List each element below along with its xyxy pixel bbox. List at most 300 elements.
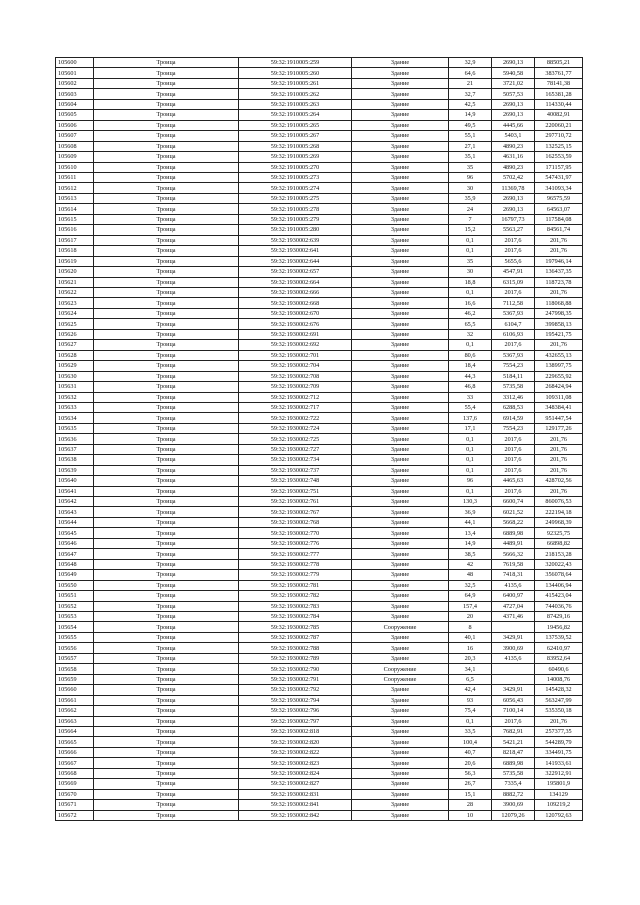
area-cell: 64,9 (449, 591, 492, 601)
object-type-cell: Здание (352, 256, 449, 266)
cadastral-value-cell: 60490,6 (535, 664, 583, 674)
object-type-cell: Здание (352, 371, 449, 381)
settlement-cell: Троица (94, 329, 239, 339)
settlement-cell: Троица (94, 768, 239, 778)
cadastral-value-cell: 197946,14 (535, 256, 583, 266)
table-row (56, 172, 583, 182)
unit-value-cell: 2017,6 (492, 444, 535, 454)
settlement-cell: Троица (94, 89, 239, 99)
record-id-cell: 105658 (56, 664, 94, 674)
object-type-cell: Здание (352, 486, 449, 496)
table-row (56, 423, 583, 433)
unit-value-cell: 6288,53 (492, 402, 535, 412)
unit-value-cell: 8218,47 (492, 747, 535, 757)
record-id-cell: 105667 (56, 758, 94, 768)
record-id-cell: 105623 (56, 298, 94, 308)
cadastral-number-cell: 59:32:1930002:708 (239, 371, 352, 381)
cadastral-number-cell: 59:32:1930002:818 (239, 727, 352, 737)
table-row (56, 632, 583, 642)
area-cell: 16,6 (449, 298, 492, 308)
cadastral-number-cell: 59:32:1930002:666 (239, 287, 352, 297)
area-cell: 30 (449, 267, 492, 277)
cadastral-value-cell: 201,76 (535, 455, 583, 465)
table-row (56, 455, 583, 465)
unit-value-cell: 5668,22 (492, 517, 535, 527)
cadastral-value-cell: 547431,97 (535, 172, 583, 182)
record-id-cell: 105640 (56, 476, 94, 486)
settlement-cell: Троица (94, 444, 239, 454)
record-id-cell: 105657 (56, 653, 94, 663)
settlement-cell: Троица (94, 727, 239, 737)
area-cell: 18,8 (449, 277, 492, 287)
table-row (56, 350, 583, 360)
object-type-cell: Здание (352, 810, 449, 820)
unit-value-cell: 7100,14 (492, 706, 535, 716)
unit-value-cell: 2017,6 (492, 486, 535, 496)
object-type-cell: Здание (352, 727, 449, 737)
object-type-cell: Здание (352, 308, 449, 318)
cadastral-value-cell: 201,76 (535, 444, 583, 454)
cadastral-number-cell: 59:32:1930002:644 (239, 256, 352, 266)
cadastral-number-cell: 59:32:1930002:789 (239, 653, 352, 663)
object-type-cell: Здание (352, 141, 449, 151)
record-id-cell: 105652 (56, 601, 94, 611)
area-cell: 15,2 (449, 225, 492, 235)
object-type-cell: Здание (352, 695, 449, 705)
cadastral-number-cell: 59:32:1930002:823 (239, 758, 352, 768)
object-type-cell: Здание (352, 517, 449, 527)
object-type-cell: Здание (352, 643, 449, 653)
cadastral-number-cell: 59:32:1930002:709 (239, 382, 352, 392)
cadastral-value-cell: 141933,61 (535, 758, 583, 768)
area-cell: 32,5 (449, 580, 492, 590)
cadastral-number-cell: 59:32:1930002:717 (239, 402, 352, 412)
settlement-cell: Троица (94, 99, 239, 109)
unit-value-cell: 4135,6 (492, 653, 535, 663)
object-type-cell: Здание (352, 172, 449, 182)
object-type-cell: Здание (352, 329, 449, 339)
area-cell: 24 (449, 204, 492, 214)
record-id-cell: 105630 (56, 371, 94, 381)
settlement-cell: Троица (94, 225, 239, 235)
settlement-cell: Троица (94, 162, 239, 172)
cadastral-value-cell: 334491,75 (535, 747, 583, 757)
object-type-cell: Здание (352, 350, 449, 360)
table-row (56, 612, 583, 622)
area-cell: 20,6 (449, 758, 492, 768)
cadastral-value-cell: 320022,43 (535, 559, 583, 569)
record-id-cell: 105668 (56, 768, 94, 778)
record-id-cell: 105616 (56, 225, 94, 235)
settlement-cell: Троица (94, 434, 239, 444)
object-type-cell: Здание (352, 653, 449, 663)
object-type-cell: Здание (352, 204, 449, 214)
unit-value-cell: 5367,93 (492, 308, 535, 318)
cadastral-value-cell: 356078,64 (535, 570, 583, 580)
cadastral-value-cell: 136437,35 (535, 267, 583, 277)
cadastral-value-cell: 129177,26 (535, 423, 583, 433)
cadastral-value-cell: 118723,78 (535, 277, 583, 287)
unit-value-cell: 5563,27 (492, 225, 535, 235)
area-cell: 32 (449, 329, 492, 339)
unit-value-cell: 5940,58 (492, 68, 535, 78)
object-type-cell: Здание (352, 570, 449, 580)
settlement-cell: Троица (94, 476, 239, 486)
table-row (56, 382, 583, 392)
settlement-cell: Троица (94, 810, 239, 820)
record-id-cell: 105636 (56, 434, 94, 444)
unit-value-cell: 3900,69 (492, 800, 535, 810)
object-type-cell: Здание (352, 559, 449, 569)
object-type-cell: Здание (352, 716, 449, 726)
unit-value-cell: 7554,23 (492, 423, 535, 433)
settlement-cell: Троица (94, 152, 239, 162)
unit-value-cell: 6106,93 (492, 329, 535, 339)
table-row (56, 653, 583, 663)
table-row (56, 685, 583, 695)
unit-value-cell: 5057,53 (492, 89, 535, 99)
cadastral-value-cell: 114330,44 (535, 99, 583, 109)
unit-value-cell: 3312,46 (492, 392, 535, 402)
unit-value-cell (492, 622, 535, 632)
settlement-cell: Троица (94, 382, 239, 392)
cadastral-number-cell: 59:32:1930002:779 (239, 570, 352, 580)
settlement-cell: Троица (94, 591, 239, 601)
object-type-cell: Сооружение (352, 674, 449, 684)
record-id-cell: 105602 (56, 78, 94, 88)
cadastral-number-cell: 59:32:1930002:784 (239, 612, 352, 622)
area-cell: 0,1 (449, 434, 492, 444)
cadastral-number-cell: 59:32:1930002:668 (239, 298, 352, 308)
object-type-cell: Здание (352, 444, 449, 454)
cadastral-value-cell: 348384,41 (535, 402, 583, 412)
table-row (56, 674, 583, 684)
unit-value-cell: 5735,58 (492, 768, 535, 778)
object-type-cell: Здание (352, 455, 449, 465)
settlement-cell: Троица (94, 737, 239, 747)
object-type-cell: Здание (352, 131, 449, 141)
area-cell: 75,4 (449, 706, 492, 716)
settlement-cell: Троица (94, 559, 239, 569)
table-row (56, 643, 583, 653)
settlement-cell: Троица (94, 256, 239, 266)
table-row (56, 402, 583, 412)
table-row (56, 58, 583, 68)
cadastral-number-cell: 59:32:1930002:641 (239, 246, 352, 256)
cadastral-number-cell: 59:32:1930002:783 (239, 601, 352, 611)
table-row (56, 737, 583, 747)
settlement-cell: Троица (94, 632, 239, 642)
cadastral-number-cell: 59:32:1930002:691 (239, 329, 352, 339)
record-id-cell: 105627 (56, 340, 94, 350)
cadastral-number-cell: 59:32:1930002:797 (239, 716, 352, 726)
unit-value-cell: 4890,23 (492, 162, 535, 172)
area-cell: 14,9 (449, 110, 492, 120)
table-row (56, 695, 583, 705)
cadastral-value-cell: 109311,08 (535, 392, 583, 402)
cadastral-number-cell: 59:32:1930002:794 (239, 695, 352, 705)
table-row (56, 528, 583, 538)
object-type-cell: Здание (352, 800, 449, 810)
table-row (56, 287, 583, 297)
cadastral-value-cell: 117584,08 (535, 214, 583, 224)
cadastral-number-cell: 59:32:1930002:712 (239, 392, 352, 402)
cadastral-number-cell: 59:32:1930002:778 (239, 559, 352, 569)
settlement-cell: Троица (94, 350, 239, 360)
cadastral-number-cell: 59:32:1910005:262 (239, 89, 352, 99)
area-cell: 55,4 (449, 402, 492, 412)
unit-value-cell: 2690,13 (492, 193, 535, 203)
cadastral-number-cell: 59:32:1930002:657 (239, 267, 352, 277)
unit-value-cell: 2017,6 (492, 716, 535, 726)
area-cell: 0,1 (449, 444, 492, 454)
area-cell: 42 (449, 559, 492, 569)
cadastral-number-cell: 59:32:1930002:824 (239, 768, 352, 778)
table-row (56, 465, 583, 475)
unit-value-cell: 3721,02 (492, 78, 535, 88)
cadastral-number-cell: 59:32:1930002:676 (239, 319, 352, 329)
cadastral-number-cell: 59:32:1930002:704 (239, 361, 352, 371)
table-row (56, 319, 583, 329)
table-row (56, 601, 583, 611)
cadastral-value-cell: 201,76 (535, 235, 583, 245)
record-id-cell: 105663 (56, 716, 94, 726)
table-row (56, 193, 583, 203)
settlement-cell: Троица (94, 319, 239, 329)
area-cell: 7 (449, 214, 492, 224)
cadastral-number-cell: 59:32:1910005:279 (239, 214, 352, 224)
settlement-cell: Троица (94, 507, 239, 517)
record-id-cell: 105643 (56, 507, 94, 517)
unit-value-cell: 2017,6 (492, 246, 535, 256)
record-id-cell: 105656 (56, 643, 94, 653)
settlement-cell: Троица (94, 371, 239, 381)
cadastral-number-cell: 59:32:1910005:275 (239, 193, 352, 203)
unit-value-cell: 8882,72 (492, 789, 535, 799)
object-type-cell: Здание (352, 340, 449, 350)
unit-value-cell: 5735,58 (492, 382, 535, 392)
unit-value-cell: 4890,23 (492, 141, 535, 151)
table-row (56, 78, 583, 88)
unit-value-cell: 3429,91 (492, 632, 535, 642)
table-row (56, 497, 583, 507)
object-type-cell: Здание (352, 413, 449, 423)
cadastral-value-cell: 134406,94 (535, 580, 583, 590)
record-id-cell: 105603 (56, 89, 94, 99)
record-id-cell: 105609 (56, 152, 94, 162)
table-row (56, 716, 583, 726)
settlement-cell: Троица (94, 800, 239, 810)
cadastral-number-cell: 59:32:1910005:259 (239, 58, 352, 68)
cadastral-number-cell: 59:32:1930002:722 (239, 413, 352, 423)
area-cell: 28 (449, 800, 492, 810)
cadastral-number-cell: 59:32:1930002:701 (239, 350, 352, 360)
cadastral-value-cell: 201,76 (535, 716, 583, 726)
object-type-cell: Сооружение (352, 622, 449, 632)
settlement-cell: Троица (94, 141, 239, 151)
unit-value-cell (492, 664, 535, 674)
record-id-cell: 105615 (56, 214, 94, 224)
cadastral-value-cell: 62410,97 (535, 643, 583, 653)
table-body (56, 58, 583, 821)
area-cell: 48 (449, 570, 492, 580)
table-row (56, 256, 583, 266)
area-cell: 17,1 (449, 423, 492, 433)
cadastral-number-cell: 59:32:1930002:737 (239, 465, 352, 475)
settlement-cell: Троица (94, 549, 239, 559)
object-type-cell: Здание (352, 507, 449, 517)
cadastral-value-cell: 201,76 (535, 465, 583, 475)
settlement-cell: Троица (94, 612, 239, 622)
cadastral-number-cell: 59:32:1930002:827 (239, 779, 352, 789)
cadastral-value-cell: 544289,79 (535, 737, 583, 747)
cadastral-value-cell: 66898,82 (535, 538, 583, 548)
object-type-cell: Здание (352, 685, 449, 695)
record-id-cell: 105651 (56, 591, 94, 601)
area-cell: 35 (449, 162, 492, 172)
unit-value-cell: 2017,6 (492, 465, 535, 475)
record-id-cell: 105672 (56, 810, 94, 820)
object-type-cell: Здание (352, 162, 449, 172)
record-id-cell: 105659 (56, 674, 94, 684)
area-cell: 16 (449, 643, 492, 653)
unit-value-cell: 6889,98 (492, 528, 535, 538)
unit-value-cell: 2690,13 (492, 99, 535, 109)
area-cell: 15,1 (449, 789, 492, 799)
unit-value-cell: 6400,97 (492, 591, 535, 601)
object-type-cell: Здание (352, 267, 449, 277)
area-cell: 64,6 (449, 68, 492, 78)
record-id-cell: 105669 (56, 779, 94, 789)
settlement-cell: Троица (94, 131, 239, 141)
record-id-cell: 105605 (56, 110, 94, 120)
record-id-cell: 105611 (56, 172, 94, 182)
cadastral-value-cell: 249968,39 (535, 517, 583, 527)
area-cell: 46,8 (449, 382, 492, 392)
settlement-cell: Троица (94, 214, 239, 224)
record-id-cell: 105653 (56, 612, 94, 622)
table-row (56, 768, 583, 778)
object-type-cell: Здание (352, 214, 449, 224)
area-cell: 27,1 (449, 141, 492, 151)
cadastral-value-cell: 201,76 (535, 246, 583, 256)
record-id-cell: 105604 (56, 99, 94, 109)
record-id-cell: 105637 (56, 444, 94, 454)
area-cell: 18,4 (449, 361, 492, 371)
table-row (56, 580, 583, 590)
unit-value-cell: 4489,91 (492, 538, 535, 548)
cadastral-value-cell: 201,76 (535, 287, 583, 297)
cadastral-value-cell: 171157,95 (535, 162, 583, 172)
settlement-cell: Троица (94, 308, 239, 318)
object-type-cell: Здание (352, 58, 449, 68)
table-row (56, 538, 583, 548)
record-id-cell: 105664 (56, 727, 94, 737)
unit-value-cell: 7682,91 (492, 727, 535, 737)
settlement-cell: Троица (94, 747, 239, 757)
object-type-cell: Здание (352, 737, 449, 747)
record-id-cell: 105631 (56, 382, 94, 392)
cadastral-number-cell: 59:32:1930002:841 (239, 800, 352, 810)
cadastral-number-cell: 59:32:1930002:777 (239, 549, 352, 559)
cadastral-value-cell: 415423,04 (535, 591, 583, 601)
area-cell: 42,5 (449, 99, 492, 109)
cadastral-value-cell: 268424,94 (535, 382, 583, 392)
area-cell: 32,9 (449, 58, 492, 68)
area-cell: 46,2 (449, 308, 492, 318)
table-row (56, 152, 583, 162)
table-row (56, 214, 583, 224)
area-cell: 0,1 (449, 246, 492, 256)
area-cell: 14,9 (449, 538, 492, 548)
table-row (56, 141, 583, 151)
cadastral-value-cell: 195801,9 (535, 779, 583, 789)
unit-value-cell: 6104,7 (492, 319, 535, 329)
cadastral-value-cell: 201,76 (535, 486, 583, 496)
object-type-cell: Здание (352, 538, 449, 548)
object-type-cell: Здание (352, 298, 449, 308)
area-cell: 44,1 (449, 517, 492, 527)
cadastral-value-cell: 218153,28 (535, 549, 583, 559)
cadastral-value-cell: 40082,91 (535, 110, 583, 120)
object-type-cell: Здание (352, 789, 449, 799)
unit-value-cell: 2017,6 (492, 235, 535, 245)
record-id-cell: 105660 (56, 685, 94, 695)
cadastral-value-cell: 138997,75 (535, 361, 583, 371)
cadastral-number-cell: 59:32:1930002:692 (239, 340, 352, 350)
object-type-cell: Здание (352, 402, 449, 412)
cadastral-number-cell: 59:32:1930002:842 (239, 810, 352, 820)
object-type-cell: Здание (352, 225, 449, 235)
unit-value-cell: 11369,78 (492, 183, 535, 193)
area-cell: 0,1 (449, 455, 492, 465)
cadastral-number-cell: 59:32:1930002:791 (239, 674, 352, 684)
cadastral-value-cell: 535350,18 (535, 706, 583, 716)
settlement-cell: Троица (94, 758, 239, 768)
object-type-cell: Здание (352, 434, 449, 444)
table-row (56, 434, 583, 444)
table-row (56, 298, 583, 308)
settlement-cell: Троица (94, 413, 239, 423)
table-row (56, 162, 583, 172)
area-cell: 137,6 (449, 413, 492, 423)
record-id-cell: 105666 (56, 747, 94, 757)
cadastral-value-cell: 118068,88 (535, 298, 583, 308)
object-type-cell: Здание (352, 361, 449, 371)
record-id-cell: 105639 (56, 465, 94, 475)
settlement-cell: Троица (94, 267, 239, 277)
settlement-cell: Троица (94, 570, 239, 580)
settlement-cell: Троица (94, 706, 239, 716)
cadastral-value-cell: 145428,32 (535, 685, 583, 695)
unit-value-cell: 6315,09 (492, 277, 535, 287)
unit-value-cell: 7554,23 (492, 361, 535, 371)
record-id-cell: 105650 (56, 580, 94, 590)
settlement-cell: Троица (94, 78, 239, 88)
cadastral-number-cell: 59:32:1930002:788 (239, 643, 352, 653)
area-cell: 6,5 (449, 674, 492, 684)
cadastral-value-cell: 257377,35 (535, 727, 583, 737)
cadastral-value-cell: 297710,72 (535, 131, 583, 141)
area-cell: 38,5 (449, 549, 492, 559)
record-id-cell: 105622 (56, 287, 94, 297)
cadastral-value-cell: 19456,82 (535, 622, 583, 632)
table-row (56, 308, 583, 318)
record-id-cell: 105614 (56, 204, 94, 214)
object-type-cell: Здание (352, 580, 449, 590)
object-type-cell: Здание (352, 758, 449, 768)
cadastral-number-cell: 59:32:1930002:820 (239, 737, 352, 747)
